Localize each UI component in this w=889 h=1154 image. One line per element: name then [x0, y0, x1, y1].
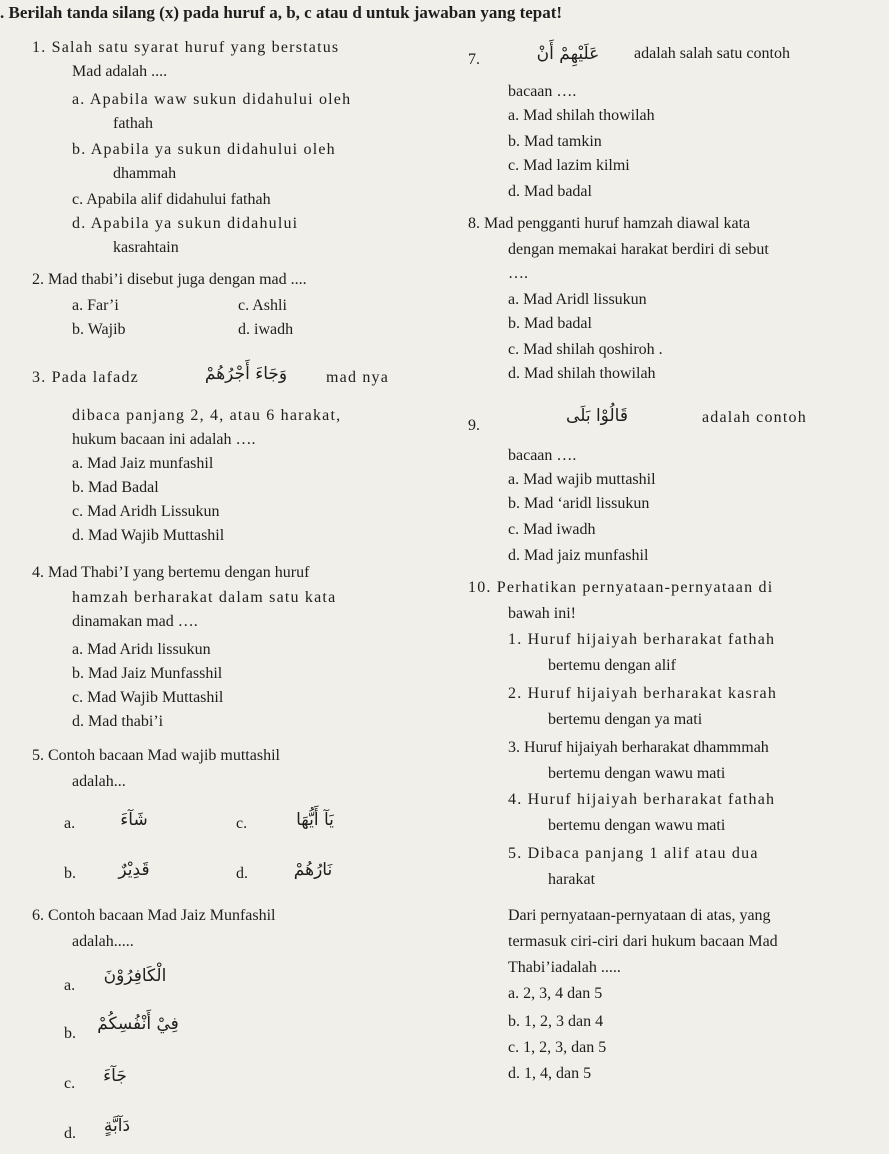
q4-option-d[interactable]: d. Mad thabi’i: [72, 713, 164, 730]
q6-option-b-label[interactable]: b.: [64, 1025, 76, 1042]
question-7-text: adalah salah satu contoh: [634, 45, 790, 62]
q4-option-a[interactable]: a. Mad Aridı lissukun: [72, 641, 211, 658]
q6-option-d-label[interactable]: d.: [64, 1125, 76, 1142]
q10-statement-3: 3. Huruf hijaiyah berharakat dhammmah: [508, 739, 769, 756]
q10-statement-5-cont: harakat: [548, 871, 596, 888]
question-2-text: 2. Mad thabi’i disebut juga dengan mad ....: [32, 271, 307, 288]
question-7-text-cont: bacaan ….: [508, 83, 577, 100]
q1-option-c[interactable]: c. Apabila alif didahului fathah: [72, 191, 271, 208]
q1-option-d-cont: kasrahtain: [113, 239, 179, 256]
q7-option-a[interactable]: a. Mad shilah thowilah: [508, 107, 655, 124]
q3-option-b[interactable]: b. Mad Badal: [72, 479, 159, 496]
q5-option-b-label[interactable]: b.: [64, 865, 76, 882]
q3-option-d[interactable]: d. Mad Wajib Muttashil: [72, 527, 225, 544]
q5-option-a-arabic: شَآءَ: [120, 810, 148, 830]
instruction-heading: . Berilah tanda silang (x) pada huruf a, b, c atau d untuk jawaban yang tepat!: [0, 3, 563, 22]
question-5-text: 5. Contoh bacaan Mad wajib muttashil: [32, 747, 280, 764]
question-8-text: 8. Mad pengganti huruf hamzah diawal kata: [468, 215, 751, 232]
q5-option-c-arabic: يَآ أَيُّهَا: [296, 810, 334, 830]
q3-arabic-lafadz: وَجَاءَ أَجْرُهُمْ: [204, 364, 288, 384]
q2-option-c[interactable]: c. Ashli: [238, 297, 287, 314]
question-8-text-cont: dengan memakai harakat berdiri di sebut: [508, 241, 769, 258]
question-9-text: adalah contoh: [702, 409, 807, 426]
q7-option-c[interactable]: c. Mad lazim kilmi: [508, 157, 630, 174]
q10-statement-2-cont: bertemu dengan ya mati: [548, 711, 703, 728]
q10-statement-4-cont: bertemu dengan wawu mati: [548, 817, 726, 834]
q2-option-b[interactable]: b. Wajib: [72, 321, 126, 338]
q8-option-b[interactable]: b. Mad badal: [508, 315, 592, 332]
question-6-text: 6. Contoh bacaan Mad Jaiz Munfashil: [32, 907, 276, 924]
q6-option-d-arabic: دَآبَّةٍ: [103, 1116, 131, 1136]
question-7-number: 7.: [468, 51, 480, 68]
q10-option-b[interactable]: b. 1, 2, 3 dan 4: [508, 1013, 604, 1030]
q4-option-c[interactable]: c. Mad Wajib Muttashil: [72, 689, 224, 706]
q10-question-cont: termasuk ciri-ciri dari hukum bacaan Mad: [508, 933, 778, 950]
q6-option-c-label[interactable]: c.: [64, 1075, 76, 1092]
q3-option-a[interactable]: a. Mad Jaiz munfashil: [72, 455, 214, 472]
q10-statement-1-cont: bertemu dengan alif: [548, 657, 676, 674]
q10-option-d[interactable]: d. 1, 4, dan 5: [508, 1065, 592, 1082]
q7-option-d[interactable]: d. Mad badal: [508, 183, 592, 200]
q7-option-b[interactable]: b. Mad tamkin: [508, 133, 602, 150]
q3-option-c[interactable]: c. Mad Aridh Lissukun: [72, 503, 220, 520]
question-4-text: 4. Mad Thabi’I yang bertemu dengan huruf: [32, 564, 310, 581]
q1-option-a[interactable]: a. Apabila waw sukun didahului oleh: [72, 91, 352, 108]
q2-option-a[interactable]: a. Far’i: [72, 297, 119, 314]
q10-question-cont2: Thabi’iadalah .....: [508, 959, 621, 976]
q10-question: Dari pernyataan-pernyataan di atas, yang: [508, 907, 771, 924]
question-4-text-cont: hamzah berharakat dalam satu kata: [72, 589, 337, 606]
q4-option-b[interactable]: b. Mad Jaiz Munfasshil: [72, 665, 223, 682]
q5-option-d-arabic: نَارُهُمْ: [293, 860, 333, 880]
question-3-text: 3. Pada lafadz: [32, 369, 139, 386]
q10-option-a[interactable]: a. 2, 3, 4 dan 5: [508, 985, 603, 1002]
q8-option-c[interactable]: c. Mad shilah qoshiroh .: [508, 341, 663, 358]
q7-arabic: عَلَيْهِمْ أَنْ: [536, 44, 600, 64]
q6-option-c-arabic: جَآءَ: [103, 1066, 127, 1086]
question-10-text: 10. Perhatikan pernyataan-pernyataan di: [468, 579, 774, 596]
q1-option-a-cont: fathah: [113, 115, 153, 132]
question-4-text-cont2: dinamakan mad ….: [72, 613, 198, 630]
q10-statement-4: 4. Huruf hijaiyah berharakat fathah: [508, 791, 776, 808]
question-3-text-mad: mad nya: [326, 369, 390, 386]
question-5-text-cont: adalah...: [72, 773, 126, 790]
q10-statement-2: 2. Huruf hijaiyah berharakat kasrah: [508, 685, 778, 702]
question-3-text-cont2: hukum bacaan ini adalah ….: [72, 431, 256, 448]
question-10-text-cont: bawah ini!: [508, 605, 576, 622]
question-6-text-cont: adalah.....: [72, 933, 134, 950]
question-9-number: 9.: [468, 417, 480, 434]
q1-option-d[interactable]: d. Apabila ya sukun didahului: [72, 215, 299, 232]
q1-option-b-cont: dhammah: [113, 165, 177, 182]
q9-option-d[interactable]: d. Mad jaiz munfashil: [508, 547, 649, 564]
q5-option-a-label[interactable]: a.: [64, 815, 76, 832]
q9-option-c[interactable]: c. Mad iwadh: [508, 521, 596, 538]
q6-option-b-arabic: فِيْ أَنْفُسِكُمْ: [97, 1014, 179, 1034]
q9-option-b[interactable]: b. Mad ‘aridl lissukun: [508, 495, 650, 512]
q5-option-c-label[interactable]: c.: [236, 815, 248, 832]
question-9-text-cont: bacaan ….: [508, 447, 577, 464]
q9-arabic: قَالُوْا بَلَى: [566, 406, 628, 426]
q5-option-d-label[interactable]: d.: [236, 865, 248, 882]
q10-statement-3-cont: bertemu dengan wawu mati: [548, 765, 726, 782]
q2-option-d[interactable]: d. iwadh: [238, 321, 294, 338]
q6-option-a-label[interactable]: a.: [64, 977, 76, 994]
question-1-text: 1. Salah satu syarat huruf yang berstatus: [32, 39, 340, 56]
question-3-text-cont: dibaca panjang 2, 4, atau 6 harakat,: [72, 407, 342, 424]
q10-statement-5: 5. Dibaca panjang 1 alif atau dua: [508, 845, 759, 862]
q1-option-b[interactable]: b. Apabila ya sukun didahului oleh: [72, 141, 336, 158]
q8-option-a[interactable]: a. Mad Aridl lissukun: [508, 291, 647, 308]
q9-option-a[interactable]: a. Mad wajib muttashil: [508, 471, 656, 488]
question-1-text-cont: Mad adalah ....: [72, 63, 168, 80]
q10-option-c[interactable]: c. 1, 2, 3, dan 5: [508, 1039, 607, 1056]
q10-statement-1: 1. Huruf hijaiyah berharakat fathah: [508, 631, 776, 648]
question-8-text-cont2: ….: [508, 265, 528, 282]
q6-option-a-arabic: الْكَافِرُوْنَ: [103, 966, 167, 986]
q8-option-d[interactable]: d. Mad shilah thowilah: [508, 365, 656, 382]
q5-option-b-arabic: قَدِيْرٌ: [118, 860, 150, 880]
